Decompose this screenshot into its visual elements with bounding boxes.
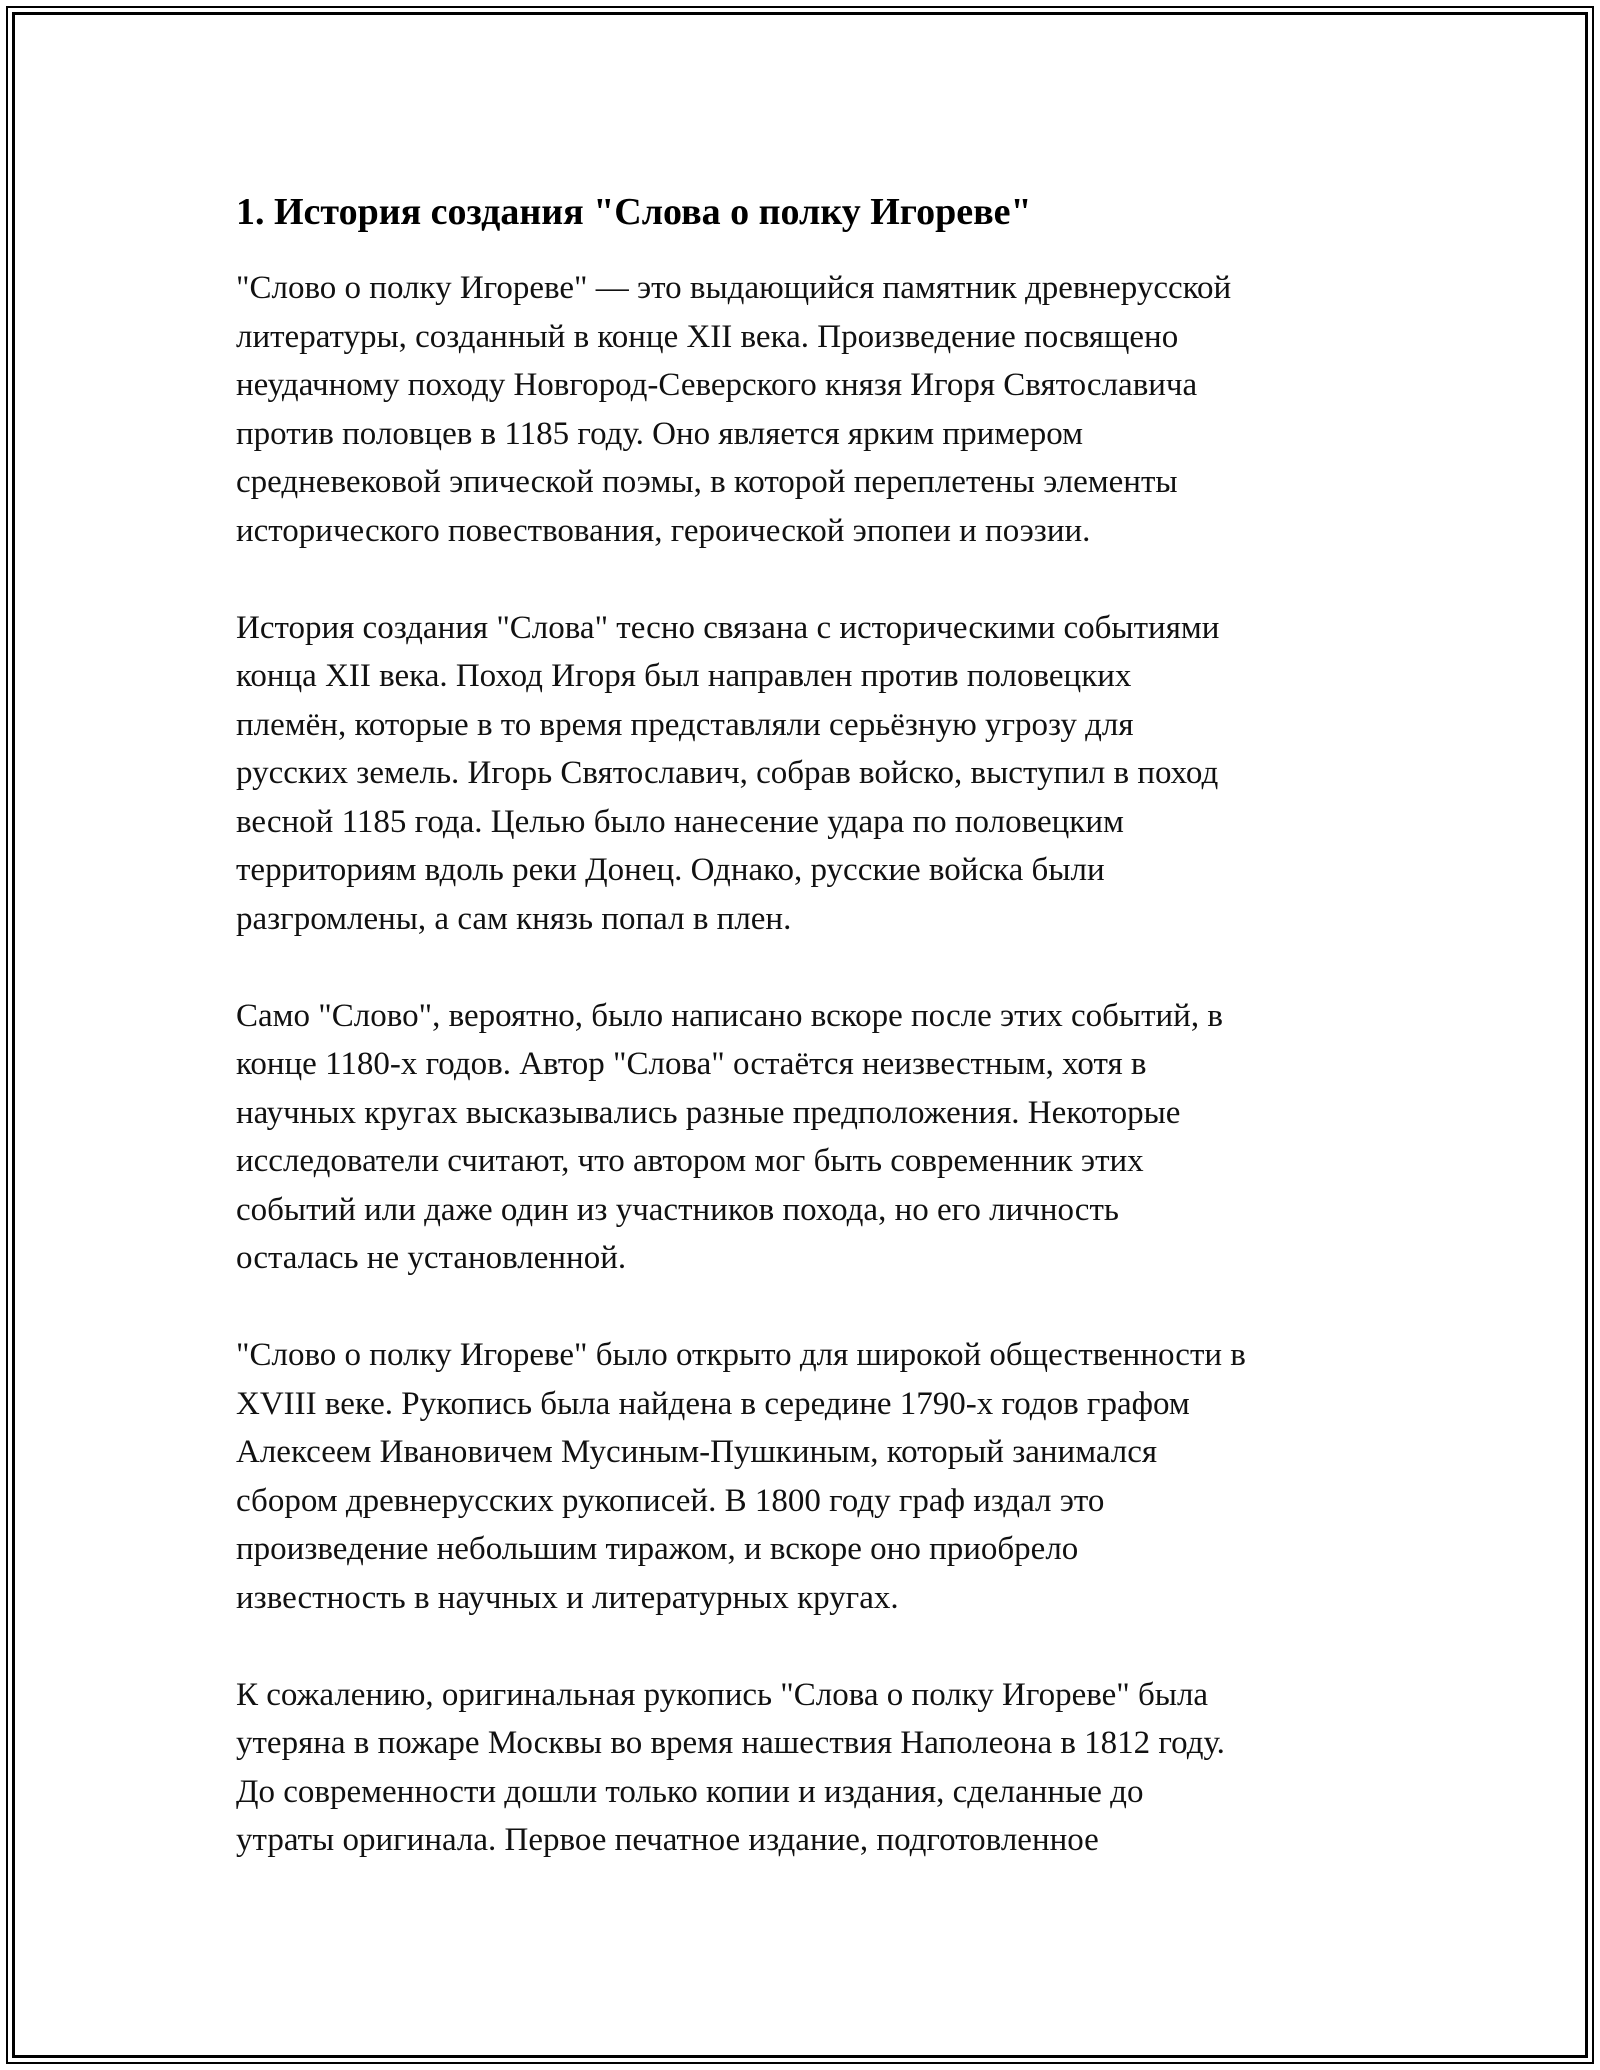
text-line: научных кругах высказывались разные предположения. Некоторые — [236, 1094, 1181, 1131]
text-line: конца XII века. Поход Игоря был направлен против половецких — [236, 658, 1132, 694]
text-line: Само "Слово", вероятно, было написано вскоре после этих событий, в — [236, 997, 1223, 1034]
document-body — [236, 188, 1376, 1913]
text-line: К сожалению, оригинальная рукопись "Слова о полку Игореве" была — [236, 1676, 1209, 1713]
text-line: Алексеем Ивановичем Мусиным-Пушкиным, который занимался — [236, 1434, 1158, 1470]
text-line: территориям вдоль реки Донец. Однако, русские войска были — [236, 852, 1105, 888]
paragraph-2 — [236, 604, 1376, 944]
text-line: известность в научных и литературных кругах. — [236, 1579, 899, 1616]
text-line: произведение небольшим тиражом, и вскоре оно приобрело — [236, 1531, 1079, 1567]
text-line: До современности дошли только копии и издания, сделанные до — [236, 1773, 1144, 1810]
text-line: событий или даже один из участников похода, но его личность — [236, 1191, 1119, 1228]
text-line: против половцев в 1185 году. Оно является ярким примером — [236, 415, 1084, 452]
text-line: разгромлены, а сам князь попал в плен. — [236, 900, 792, 937]
text-line: "Слово о полку Игореве" было открыто для широкой общественности в — [236, 1337, 1246, 1373]
text-line: исследователи считают, что автором мог быть современник этих — [236, 1143, 1144, 1179]
text-line: утеряна в пожаре Москвы во время нашествия Наполеона в 1812 году. — [236, 1725, 1225, 1761]
paragraph-1 — [236, 264, 1376, 555]
text-line: русских земель. Игорь Святославич, собрав войско, выступил в поход — [236, 755, 1219, 791]
paragraph-4 — [236, 1331, 1376, 1622]
paragraph-5 — [236, 1671, 1376, 1865]
text-line: племён, которые в то время представляли серьёзную угрозу для — [236, 706, 1134, 743]
text-line: "Слово о полку Игореве" — это выдающийся памятник древнерусской — [236, 270, 1232, 306]
text-line: осталась не установленной. — [236, 1240, 627, 1276]
text-line: исторического повествования, героической эпопеи и поэзии. — [236, 512, 1091, 549]
text-line: неудачному походу Новгород-Северского князя Игоря Святославича — [236, 367, 1198, 403]
text-line: литературы, созданный в конце XII века. Произведение посвящено — [236, 318, 1179, 355]
text-line: XVIII веке. Рукопись была найдена в середине 1790-х годов графом — [236, 1385, 1190, 1422]
section-heading: 1. История создания "Слова о полку Игореве" — [236, 191, 1032, 233]
text-line: средневековой эпической поэмы, в которой переплетены элементы — [236, 464, 1178, 500]
text-line: История создания "Слова" тесно связана с историческими событиями — [236, 609, 1220, 646]
text-line: весной 1185 года. Целью было нанесение удара по половецким — [236, 803, 1124, 840]
text-line: сбором древнерусских рукописей. В 1800 году граф издал это — [236, 1482, 1105, 1519]
text-line: утраты оригинала. Первое печатное издание, подготовленное — [236, 1822, 1099, 1858]
paragraph-3 — [236, 992, 1376, 1283]
text-line: конце 1180-х годов. Автор "Слова" остаётся неизвестным, хотя в — [236, 1046, 1147, 1082]
